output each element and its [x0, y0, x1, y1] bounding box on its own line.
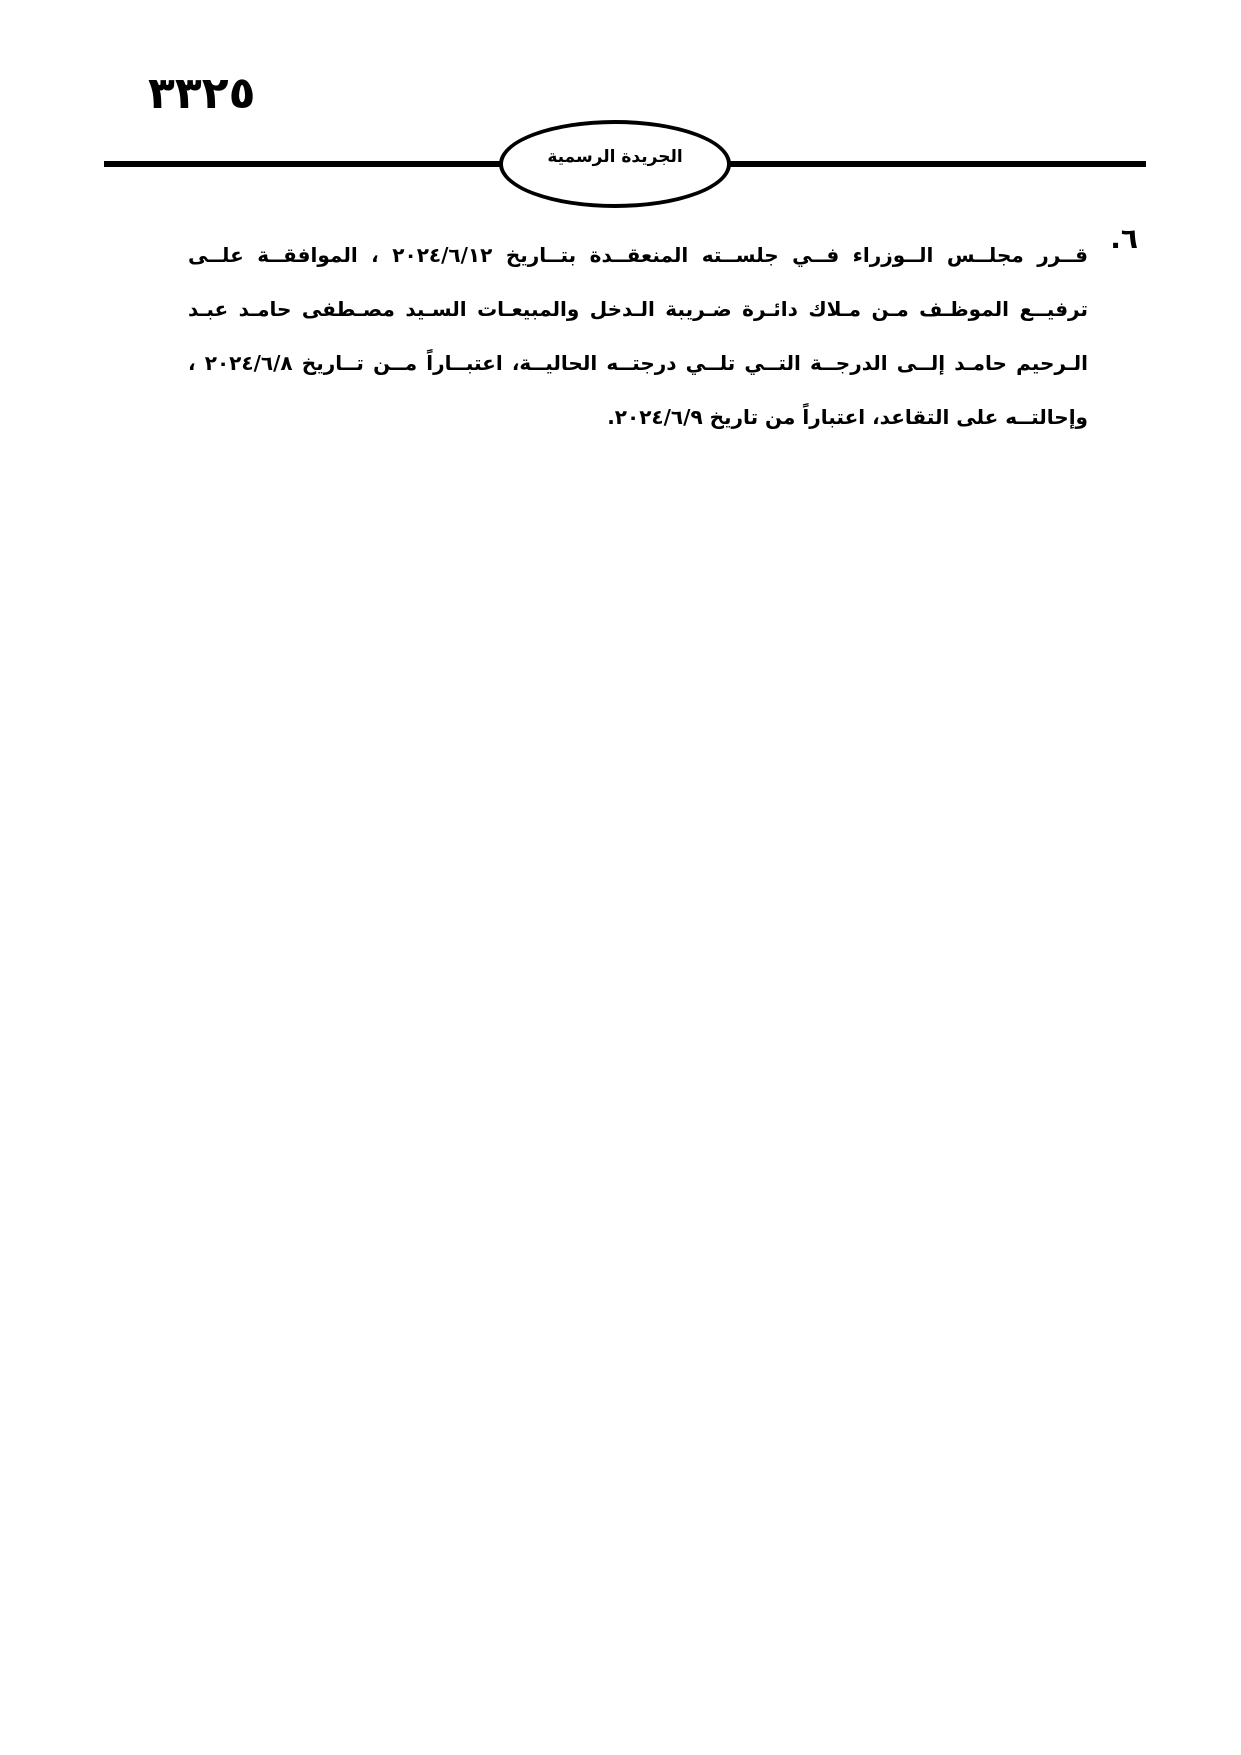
header-title: الجريدة الرسمية	[547, 147, 683, 167]
decision-number: ٦.	[1110, 222, 1138, 255]
decision-text: قــرر مجلــس الــوزراء فــي جلســته المنعقــدة بتــاريخ ٢٠٢٤/٦/١٢ ، الموافقــة علــى ترفيــع الموظـف مـن مـلاك دائـرة ضـريبة الـدخل والمبيعـات السـيد مصـطفى حامـد عبـد الـرحيم حامـد إلــى الدرجــة التــي تلــي درجتــه الحاليــة، اعتبــاراً مــن تــاريخ ٢٠٢٤/٦/٨ ، وإحالتــه على التقاعد، اعتباراً من تاريخ ٢٠٢٤/٦/٩.	[188, 243, 1088, 429]
header-oval	[499, 120, 731, 208]
decision-item	[148, 222, 1138, 444]
page-number: ٣٣٢٥	[148, 68, 256, 119]
